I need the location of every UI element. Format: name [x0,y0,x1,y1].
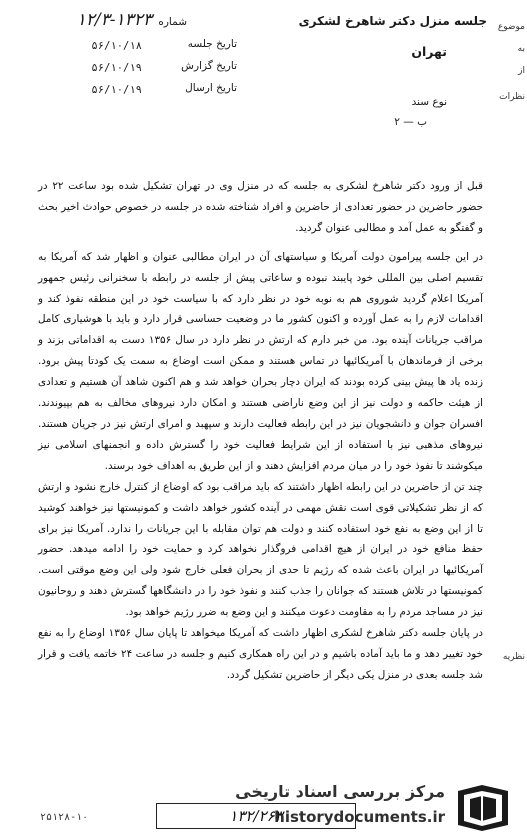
body-line: افسران جوان و دانشجویان نیز در این رابطه فعالیت دارند و سپهبد و امرای ارتش نیز در جریان هستند. [38,417,483,430]
date-label-2: تاریخ گزارش [181,60,237,72]
document-header [17,10,487,134]
body-line: روحانیون نیز در مساجد مردم را به مقاومت دعوت میکنند و این وضع به ضرر رژیم خواهد بود. [38,585,483,619]
paragraph-4 [38,623,483,686]
body-line: مطالبی عنوان گردید. [295,221,387,234]
body-line: با آمریکائیها در تماس هستند و ممکن است اوضاع به سمت یک کودتا پیش برود. [38,355,394,368]
body-line: میکوشند تا نفوذ خود را در میان مردم افزایش دهند و از این طریق به اهداف خود برسند. [104,459,483,472]
edge-line-2: به [517,44,525,54]
place: تهران [411,44,447,59]
body-line: نیروهای مذهبی نیز با استفاده از این شرایط فعالیت خود را گسترش داده و انجمنهای اسلامی نیز [38,438,483,451]
body-line: ارتش که از نظر تشکیلاتی قوی است نقش مهمی در آینده کشور خواهد داشت و کمونیستها نیز [38,480,483,514]
body-line: حضور آمریکائیها در ایران باعث شده که رژیم تا حدی از بحران فعلی خارج شود ولی این وضع موقتی است. [38,543,483,577]
body-line: چند تن از حاضرین در این رابطه اظهار داشتند که باید مراقب بود که اوضاع از کنترل خارج نشود و [65,480,483,493]
body-line: در این جلسه پیرامون دولت آمریکا و سیاستهای آن در ایران مطالبی عنوان و اظهار شد که آمریکا به تقسیم [38,250,483,284]
date-value-1: ۵۶/۱۰/۱۸ [91,40,142,52]
body-line: کمونیستها در تلاش هستند که جوانان را جذب کنند و نفوذ خود را در دانشگاهها گسترش دهند و [80,585,483,598]
body-line: آورده و اکنون کشور ما در وضعیت حساسی قرار دارد و باید با هوشیاری کامل مراقب جریانات آینده بود. [38,313,484,347]
watermark-url: historydocuments.ir [274,808,445,826]
paragraph-3 [38,477,483,623]
date-label-3: تاریخ ارسال [185,82,237,94]
body-line: زنده یاد ها پیش بینی کرده بودند که ایران دچار بحران خواهد شد و هم اکنون شاهد آن هستیم و تعدادی از [38,376,483,410]
body-line: در پایان جلسه دکتر شاهرخ لشکری اظهار داشت که آمریکا میخواهد تا پایان سال [134,627,484,640]
date-value-2: ۵۶/۱۰/۱۹ [91,62,142,74]
edge-line-1: موضوع [497,22,525,32]
body-line: اصلی بین المللی خود پایبند نبوده و ساعاتی پیش از جلسه در رابطه با سخنرانی رئیس جمهور آمریکا اعلام گردید [38,271,483,305]
body-line: قبل از ورود دکتر شاهرخ لشکری به جلسه که در منزل وی در تهران تشکیل شده بود ساعت ۲۲ در حضور حاضرین [38,180,484,213]
archive-stamp-number: ۱۳۲/۲۶۳ [229,807,283,825]
number-value: ۱۲/۳-۱۳۲۳ [76,10,152,30]
date-label-1: تاریخ جلسه [187,38,237,50]
number-label: شماره [158,16,187,28]
body-line: آمریکا نیز برای حفظ منافع خود در ایران از هیچ اقدامی فروگذار نخواهد کرد و حمایت خود را ادامه میدهد. [38,522,483,556]
body-line: من خبر دارم که ارتش در نظر دارد در سال ۱۳۵۶ دست به اقداماتی بزند و برخی از فرماندهان [38,334,483,368]
archive-reference-number: ۲۵۱۲۸-۱۰ [40,812,89,823]
edge-line-3: از [518,66,525,76]
source-value: ب — ۲ [394,116,427,128]
body-line: ۱۳۵۶ اوضاع را به نفع خود تغییر دهد و ما باید آماده باشیم و در این راه همکاری کنیم و جلسه [38,627,483,660]
date-value-3: ۵۶/۱۰/۱۹ [91,84,142,96]
edge-line-4: نظرات [499,92,525,102]
source-label: نوع سند [411,96,447,108]
body-line: در حضور تعدادی از حاضرین و افراد شناخته شده در جلسه در خصوص حوادث اخیر بحث و گفتگو به عمل آمد و [38,200,483,234]
body-line: هیئت حاکمه و دولت نیز از این وضع ناراضی هستند و امکان دارد نیروهای مخالف به هم بپیوندند. [38,397,471,410]
document-body [38,176,483,686]
watermark-title: مرکز بررسی اسناد تاریخی [235,782,445,801]
paragraph-2 [38,247,483,477]
body-line: خواهند کوشید تا از این وضع به نفع خود استفاده کنند و دولت هم توان مقابله با این جریانات را ندارد. [38,501,484,535]
body-line: شوروی هم به نوبه خود در نظر دارد که با سیاست خود در این منطقه نفوذ کند و اقدامات لازم را به عمل [38,292,483,326]
paragraph-1 [38,176,483,239]
archive-logo-icon [452,783,514,833]
meeting-title: جلسه منزل دکتر شاهرخ لشکری [298,14,487,28]
margin-note: نظریه [502,652,525,662]
body-line: در ساعت ۲۴ خاتمه یافت و قرار شد جلسه بعدی در منزل یکی دیگر از حاضرین تشکیل گردد. [38,647,483,681]
